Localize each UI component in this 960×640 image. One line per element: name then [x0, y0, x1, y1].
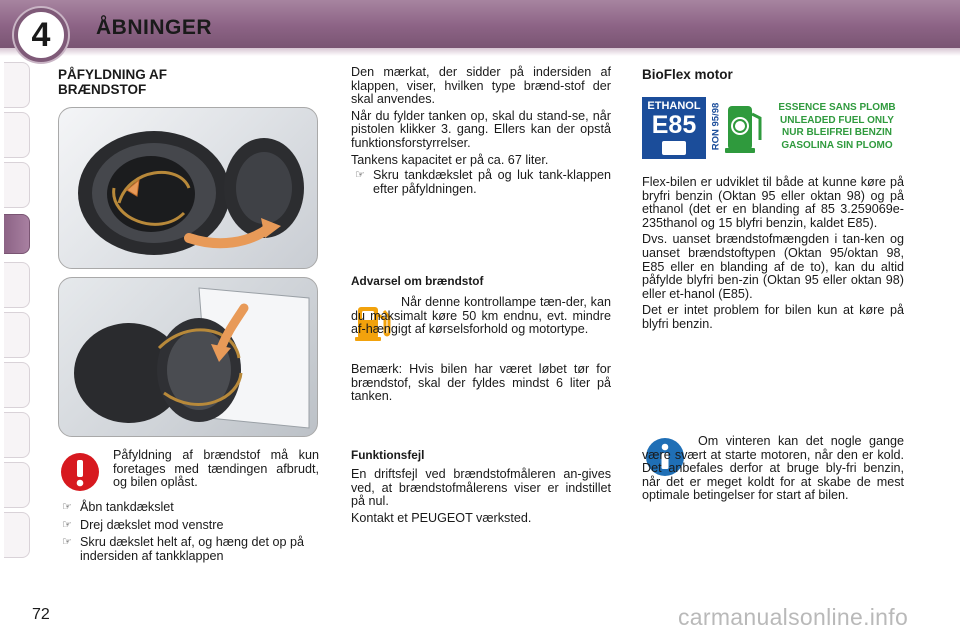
e85-text: E85: [651, 111, 697, 139]
chapter-tab-7[interactable]: [4, 362, 30, 408]
page-title: ÅBNINGER: [96, 16, 213, 39]
fuel-label-line2: UNLEADED FUEL ONLY: [780, 114, 894, 126]
list-item-text: Skru tankdækslet på og luk tank-klappen efter påfyldningen.: [373, 168, 611, 196]
chapter-number-badge: [14, 8, 68, 62]
chapter-tab-6[interactable]: [4, 312, 30, 358]
fuel-warning-heading: Advarsel om brændstof: [351, 274, 484, 288]
e85-label: [642, 97, 706, 159]
unleaded-pump-icon: [725, 100, 765, 156]
bioflex-heading: BioFlex motor: [642, 67, 733, 82]
chapter-tab-5[interactable]: [4, 262, 30, 308]
fuel-warning-note: Bemærk: Hvis bilen har været løbet tør for brændstof, skal der fyldes mindst 6 liter på tanken.: [351, 362, 611, 404]
list-item-text: Drej dækslet mod venstre: [80, 517, 224, 532]
cap-hanging-illustration: [59, 278, 318, 437]
bioflex-para-3: Det er intet problem for bilen kun at køre på blyfri benzin.: [642, 303, 904, 331]
label-paragraph: Den mærkat, der sidder på indersiden af klappen, viser, hvilken type brænd-stof der skal anvendes.: [351, 65, 611, 107]
ron-text: RON 95/98: [710, 102, 722, 151]
winter-info-text: Om vinteren kan det nogle gange være svært at starte motoren, når den er kold. Det anbefales derfor at bruge bly-fri benzin, når det er meget koldt for at skabe de mest optimale betingelser for start af bilen.: [642, 434, 904, 503]
chapter-tab-9[interactable]: [4, 462, 30, 508]
fill-stop-paragraph: Når du fylder tanken op, skal du stand-se, når pistolen klikker 3. gang. Ellers kan der opstå funktionsforstyrrelser.: [351, 108, 611, 150]
page-number: 72: [32, 606, 50, 623]
hand-pointer-icon: ☞: [62, 501, 72, 513]
bioflex-paragraphs: [642, 176, 904, 332]
fault-text: [351, 468, 611, 525]
photo-cap-hanging: [58, 277, 318, 437]
fuel-label-line3: NUR BLEIFREI BENZIN: [782, 127, 892, 138]
fault-heading: Funktionsfejl: [351, 448, 425, 462]
chapter-tab-8[interactable]: [4, 412, 30, 458]
fuel-label-line1: ESSENCE SANS PLOMB: [778, 102, 896, 113]
capacity-paragraph: Tankens kapacitet er på ca. 67 liter.: [351, 152, 549, 167]
chapter-tab-10[interactable]: [4, 512, 30, 558]
photo-fuel-flap-open: [58, 107, 318, 269]
fault-text-paragraph: En driftsfejl ved brændstofmåleren an-gives ved, at brændstofmålerens viser er indstillet på nul.: [351, 467, 611, 509]
hand-pointer-icon: ☞: [355, 169, 365, 182]
fuel-warning-text: Når denne kontrollampe tæn-der, kan du maksimalt køre 50 km endnu, evt. mindre af-hængigt af kørselsforhold og motortype.: [351, 295, 611, 337]
list-item: [351, 169, 611, 196]
section-heading-line1: PÅFYLDNING AF: [58, 67, 167, 82]
chapter-tab-4-active[interactable]: [4, 214, 30, 254]
hand-pointer-icon: ☞: [62, 518, 72, 531]
chapter-tab-2[interactable]: [4, 112, 30, 158]
list-item: [58, 536, 320, 563]
chapter-tab-3[interactable]: [4, 162, 30, 208]
chapter-tabs: [0, 62, 34, 582]
fuel-flap-illustration: [59, 108, 318, 269]
bioflex-para-1: Flex-bilen er udviklet til både at kunne køre på bryfri benzin (Oktan 95 eller oktan 98) og på ethanol (det er en blanding af 85 3.259069e-235thanol og 15 blyfri benzin, kaldet E85).: [642, 175, 904, 230]
ron-label: [707, 97, 725, 159]
section-heading-refuel: [58, 67, 318, 97]
hand-pointer-icon: ☞: [62, 536, 72, 549]
intro-paragraphs: [351, 66, 611, 196]
list-item: [58, 519, 320, 533]
unleaded-label: [767, 102, 907, 152]
list-item: [58, 501, 320, 515]
pump-symbol-icon: [662, 141, 686, 155]
section-heading-line2: BRÆNDSTOF: [58, 82, 147, 97]
watermark-text: carmanualsonline.info: [678, 604, 909, 630]
fault-contact-paragraph: Kontakt et PEUGEOT værksted.: [351, 510, 532, 525]
bioflex-para-2: Dvs. uanset brændstofmængden i tan-ken og uanset brændstoftypen (Oktan 95/oktan 98, E85 eller en blanding af de to), kan du altid påfylde blyfri ben-zin (Oktan 95 eller oktan 98) eller et-hanol (E85).: [642, 232, 904, 301]
warning-ignition-text: Påfyldning af brændstof må kun foretages med tændingen afbrudt, og bilen oplåst.: [113, 448, 319, 490]
ethanol-text: ETHANOL: [647, 100, 701, 112]
instruction-list: [58, 501, 320, 563]
list-item-text: Skru dækslet helt af, og hæng det op på indersiden af tankklappen: [80, 535, 305, 563]
fuel-label-line4: GASOLINA SIN PLOMO: [781, 139, 893, 151]
chapter-number: 4: [31, 15, 51, 54]
list-item-text: Åbn tankdækslet: [80, 500, 174, 514]
warning-icon: [60, 452, 100, 492]
header-fade: [0, 48, 960, 56]
chapter-tab-1[interactable]: [4, 62, 30, 108]
